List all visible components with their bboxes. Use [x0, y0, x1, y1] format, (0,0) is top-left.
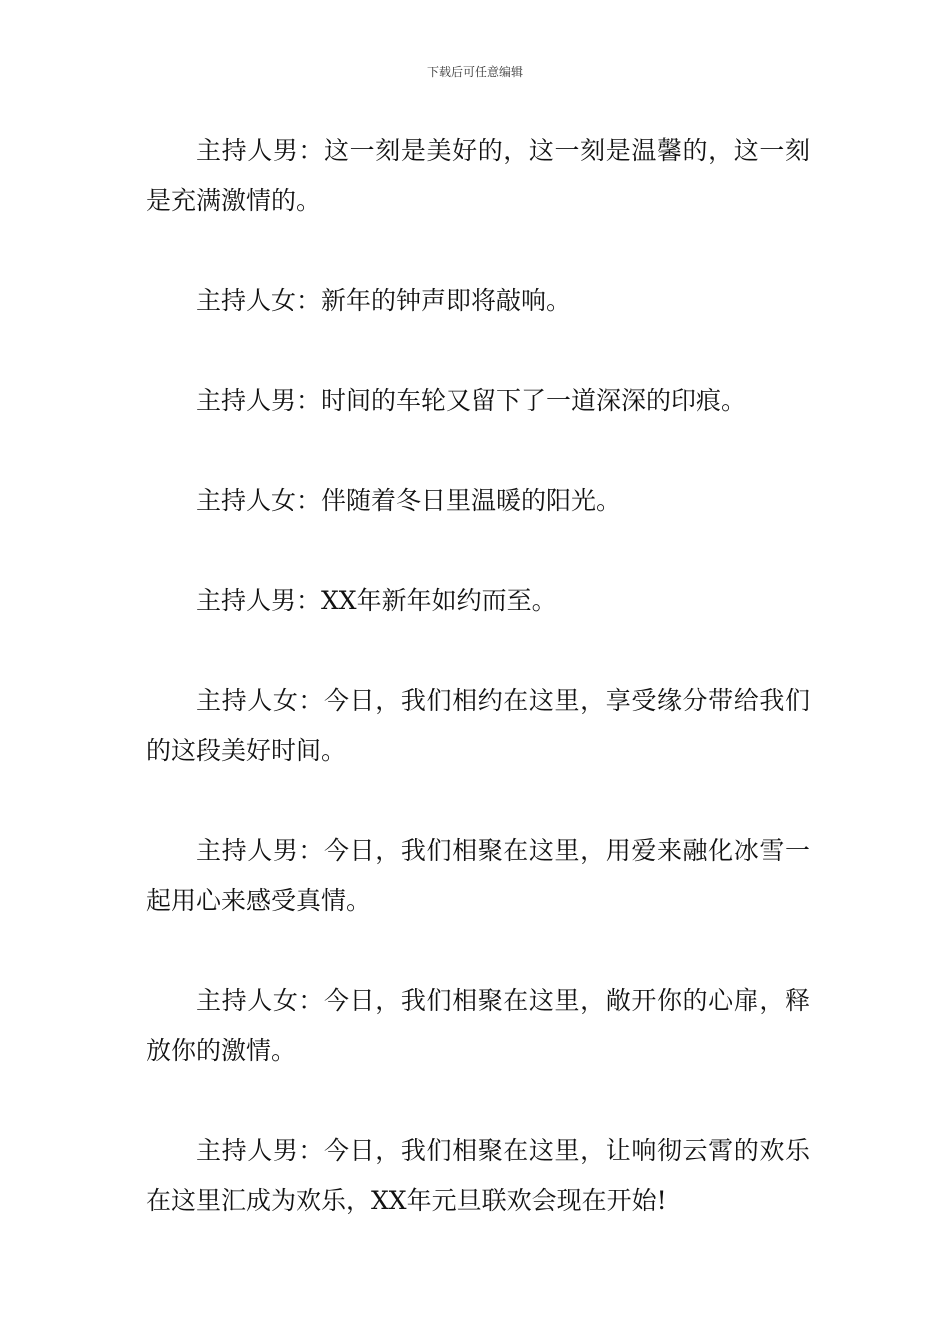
paragraph: 主持人男：时间的车轮又留下了一道深深的印痕。	[196, 386, 747, 415]
paragraph: 主持人男：XX年新年如约而至。	[196, 586, 557, 615]
paragraph: 主持人男：这一刻是美好的，这一刻是温馨的，这一刻是充满激情的。	[146, 136, 810, 215]
document-body	[146, 126, 810, 1276]
paragraph: 主持人女：伴随着冬日里温暖的阳光。	[196, 486, 622, 515]
page-header: 下载后可任意编辑	[426, 65, 523, 79]
paragraph: 主持人男：今日，我们相聚在这里，让响彻云霄的欢乐在这里汇成为欢乐，XX年元旦联欢会现在开始!	[146, 1136, 810, 1215]
paragraph: 主持人女：新年的钟声即将敲响。	[196, 286, 572, 315]
paragraph: 主持人女：今日，我们相约在这里，享受缘分带给我们的这段美好时间。	[146, 686, 810, 765]
paragraph: 主持人男：今日，我们相聚在这里，用爱来融化冰雪一起用心来感受真情。	[146, 836, 810, 915]
paragraph: 主持人女：今日，我们相聚在这里，敞开你的心扉，释放你的激情。	[146, 986, 810, 1065]
